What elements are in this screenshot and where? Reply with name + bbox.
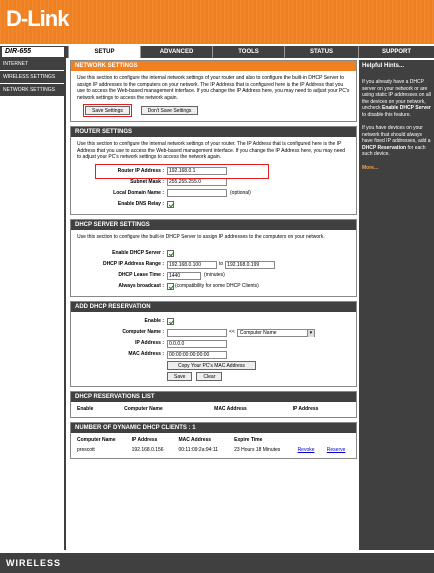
- lease-time-input[interactable]: 1440: [167, 272, 201, 280]
- reservation-enable-checkbox[interactable]: [167, 318, 174, 325]
- subnet-mask-label: Subnet Mask :: [130, 178, 164, 185]
- network-settings-section: [70, 60, 357, 122]
- dynamic-dhcp-clients-section: [70, 422, 357, 459]
- section-title: ADD DHCP RESERVATION: [71, 302, 356, 312]
- column-header: Computer Name: [77, 436, 116, 443]
- column-header: Expire Time: [234, 436, 263, 443]
- tab-advanced[interactable]: ADVANCED: [140, 46, 212, 58]
- dhcp-range-end-input[interactable]: 192.168.0.199: [225, 261, 275, 269]
- chevron-down-icon: ▾: [307, 330, 314, 337]
- mac-address-label: MAC Address :: [128, 351, 164, 358]
- enable-dhcp-label: Enable DHCP Server :: [112, 250, 164, 257]
- dns-relay-label: Enable DNS Relay :: [117, 200, 164, 207]
- broadcast-note: (compatibility for some DHCP Clients): [175, 283, 259, 290]
- reservation-ip-input[interactable]: 0.0.0.0: [167, 340, 227, 348]
- footer-bar: [0, 553, 434, 573]
- dhcp-server-section: [70, 219, 357, 298]
- sidebar: [0, 58, 66, 550]
- client-name: prescott: [77, 447, 95, 453]
- section-title: NUMBER OF DYNAMIC DHCP CLIENTS : 1: [71, 423, 356, 433]
- column-header: IP Address: [131, 436, 158, 443]
- section-title: DHCP SERVER SETTINGS: [71, 220, 356, 230]
- router-ip-label: Router IP Address :: [117, 167, 164, 174]
- helpful-hints-panel: [359, 60, 434, 550]
- model-label: DIR-655: [2, 47, 64, 57]
- reservation-ip-label: IP Address :: [135, 340, 164, 347]
- mac-address-input[interactable]: 00:00:00:00:00:00: [167, 351, 227, 359]
- tab-setup[interactable]: SETUP: [68, 46, 140, 58]
- enable-dhcp-checkbox[interactable]: [167, 250, 174, 257]
- router-settings-section: [70, 126, 357, 215]
- column-header: Computer Name: [124, 406, 163, 412]
- reservations-table: [73, 404, 354, 415]
- tab-tools[interactable]: TOOLS: [212, 46, 284, 58]
- more-hints-link[interactable]: More...: [362, 164, 379, 171]
- reserve-link[interactable]: Reserve: [326, 447, 346, 453]
- reservation-enable-label: Enable :: [144, 318, 164, 325]
- section-description: Use this section to configure the built-in DHCP Server to assign IP addresses to the computers on your network.: [77, 233, 325, 240]
- copy-arrow[interactable]: <<: [229, 329, 235, 336]
- section-title: DHCP RESERVATIONS LIST: [71, 392, 356, 402]
- column-header: IP Address: [292, 406, 319, 412]
- always-broadcast-checkbox[interactable]: [167, 283, 174, 290]
- computer-name-input[interactable]: [167, 329, 227, 337]
- local-domain-input[interactable]: [167, 189, 227, 197]
- optional-note: (optional): [230, 189, 251, 196]
- client-mac: 00:11:09:2a:94:11: [178, 447, 219, 453]
- hint-paragraph: If you have devices on your network that should always have fixed IP addresses, add a DHCP Reservation for each such device.: [362, 125, 431, 157]
- footer-label: WIRELESS: [6, 558, 62, 568]
- lease-unit-label: (minutes): [204, 272, 225, 279]
- reservation-save-button[interactable]: Save: [167, 372, 192, 381]
- dhcp-range-start-input[interactable]: 192.168.0.100: [167, 261, 217, 269]
- dlink-logo: D-Link: [6, 6, 69, 31]
- table-header-row: [73, 404, 354, 415]
- range-to-label: to: [219, 261, 224, 268]
- table-row: [73, 445, 354, 456]
- dhcp-reservations-list-section: [70, 391, 357, 418]
- copy-mac-button[interactable]: Copy Your PC's MAC Address: [167, 361, 256, 370]
- revoke-link[interactable]: Revoke: [297, 447, 315, 453]
- dynamic-clients-table: [73, 435, 354, 456]
- main-content: [70, 60, 357, 463]
- column-header: Enable: [77, 406, 94, 412]
- section-title: NETWORK SETTINGS: [71, 61, 356, 71]
- table-header-row: [73, 435, 354, 446]
- hint-paragraph: If you already have a DHCP server on your network or are using static IP addresses on all the devices on your network, uncheck Enable DHCP Server to disable this feature.: [362, 79, 431, 118]
- client-ip: 192.168.0.156: [131, 447, 164, 453]
- sidebar-item-network-settings[interactable]: NETWORK SETTINGS: [0, 84, 64, 97]
- save-settings-button[interactable]: Save Settings: [85, 106, 130, 115]
- sidebar-item-wireless-settings[interactable]: WIRELESS SETTINGS: [0, 71, 64, 84]
- reservation-clear-button[interactable]: Clear: [196, 372, 222, 381]
- router-ip-input[interactable]: 192.168.0.1: [167, 167, 227, 175]
- dont-save-settings-button[interactable]: Don't Save Settings: [141, 106, 199, 115]
- tab-support[interactable]: SUPPORT: [358, 46, 434, 58]
- computer-select-value: Computer Name: [239, 329, 277, 336]
- computer-name-select[interactable]: [237, 329, 315, 337]
- computer-name-label: Computer Name :: [122, 329, 164, 336]
- section-description: Use this section to configure the internal network settings of your router and also to configure the built-in DHCP Server to assign IP addresses to the computers on your network. The IP Address that is configured here is the IP Address that you use to access the Web-based management interface. If you change the IP Address here, you may need to adjust your PC's network settings to access the network again.: [77, 75, 350, 101]
- subnet-mask-input[interactable]: 255.255.255.0: [167, 178, 227, 186]
- column-header: MAC Address: [214, 406, 247, 412]
- client-expire: 23 Hours 18 Minutes: [234, 447, 281, 453]
- section-description: Use this section to configure the internal network settings of your router. The IP Address that is configured here is the IP Address that you use to access the Web-based management interface. If you change the IP Address here, you may need to adjust your PC's network settings to access the network again.: [77, 141, 346, 160]
- tab-status[interactable]: STATUS: [284, 46, 358, 58]
- sidebar-item-internet[interactable]: INTERNET: [0, 58, 64, 71]
- lease-time-label: DHCP Lease Time :: [118, 272, 164, 279]
- section-title: ROUTER SETTINGS: [71, 127, 356, 137]
- top-nav: [0, 46, 434, 58]
- column-header: MAC Address: [178, 436, 212, 443]
- dhcp-range-label: DHCP IP Address Range :: [102, 261, 164, 268]
- always-broadcast-label: Always broadcast :: [118, 283, 164, 290]
- hints-title: Helpful Hints...: [362, 63, 404, 69]
- dns-relay-checkbox[interactable]: [167, 201, 174, 208]
- header-banner: [0, 0, 434, 44]
- add-dhcp-reservation-section: [70, 301, 357, 387]
- local-domain-label: Local Domain Name :: [113, 189, 164, 196]
